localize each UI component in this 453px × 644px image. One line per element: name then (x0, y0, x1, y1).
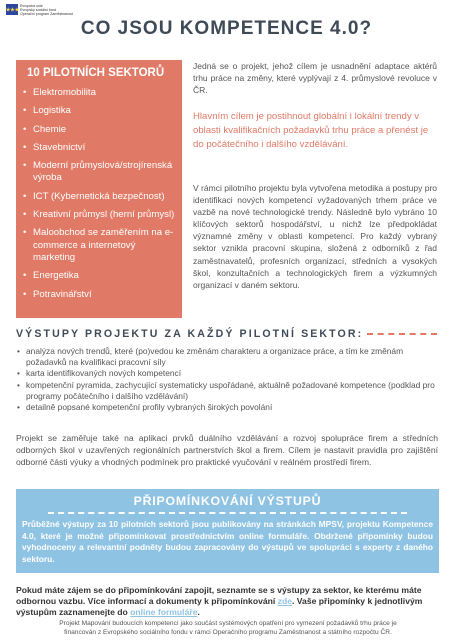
footer-line: financován z Evropského sociálního fondu v rámci Operačního programu Zaměstnanost a státního rozpočtu ČR. (64, 629, 392, 636)
eu-logo-line: Evropský sociální fond (20, 8, 56, 13)
eu-logo-text (20, 4, 73, 17)
outputs-title: VÝSTUPY PROJEKTU ZA KAŽDÝ PILOTNÍ SEKTOR: (16, 328, 364, 340)
online-form-link[interactable]: online formuláře (130, 606, 198, 617)
final-text: . (197, 606, 200, 617)
eu-logo-line: Evropská unie (20, 4, 43, 8)
sector-item: • Logistika (23, 105, 176, 117)
sectors-box (16, 60, 182, 318)
goal-paragraph: Hlavním cílem je postihnout globální i lokální trendy v oblasti kvalifikačních požadavků trhu práce a přenést je do počátečního i dalšího vzdělávání. (193, 111, 429, 150)
comment-title: PŘIPOMÍNKOVÁNÍ VÝSTUPŮ (48, 489, 407, 514)
eu-logo (6, 4, 73, 17)
sector-item: • Stavebnictví (23, 142, 176, 154)
eu-logo-line: Operační program Zaměstnanost (20, 12, 73, 17)
comment-body: Průběžné výstupy za 10 pilotních sektorů jsou publikovány na stránkách MPSV, projektu Kompetence 4.0, které je možné připomínkovat prostřednictvím online formuláře. Obdržené připomínky budou vyhodnoceny a relevantní podněty budou zapracovány do výstupů ve spolupráci s experty z daného sektoru. (22, 519, 433, 565)
dashed-divider (367, 333, 437, 335)
sector-item: • Moderní průmyslová/strojírenská výroba (23, 160, 176, 185)
sector-item: • ICT (Kybernetická bezpečnost) (23, 191, 176, 203)
outputs-heading (16, 328, 437, 340)
sector-item: • Kreativní průmysl (herní průmysl) (23, 209, 176, 221)
sector-item: • Elektromobilita (23, 87, 176, 99)
final-paragraph (16, 585, 440, 617)
pilot-paragraph: V rámci pilotního projektu byla vytvořena metodika a postupy pro identifikaci nových kompetencí vyžadovaných trhem práce ve vazbě na nové technologické trendy. Následně bylo vybráno 10 klíčových sektorů hospodářství, u nichž lze předpokládat významné změny v oblasti kompetencí. Pro každý vybraný sektor vznikla pracovní skupina, složená z odborníků z řad zaměstnavatelů, profesních organizací, středních a vysokých škol, konzultačních a technologických firem a výzkumných organizací v daném sektoru. (193, 183, 437, 290)
outputs-list (16, 346, 441, 413)
sector-item: • Chemie (23, 124, 176, 136)
output-item: • detailně popsané kompetenční profily vybraných širokých povolání (16, 402, 441, 413)
final-text: Pokud máte zájem se do připomínkování zapojit, seznamte se s výstupy za sektor, ke kterému máte odbornou vazbu. Více informací a dokumenty k připomínkování (16, 585, 422, 606)
dual-education-paragraph: Projekt se zaměřuje také na aplikaci prvků duálního vzdělávání a rozvoj spolupráce firem a středních odborných škol v uzavřených regionálních partnerstvích škol a firem. Cílem je nastavit pravidla pro zajištění odborné části výuky a vhodných podmínek pro praktické vyučování v reálném prostředí firem. (16, 433, 438, 468)
sector-item: • Potravinářství (23, 289, 176, 301)
output-item: • karta identifikovaných nových kompetencí (16, 368, 441, 379)
eu-flag-icon: ★★★ (6, 4, 18, 15)
output-item: • kompetenční pyramida, zachycující systematicky uspořádané, aktuálně požadované kompetence (podklad pro programy počátečního i dalšího vzdělávání) (16, 380, 441, 402)
intro-paragraph: Jedná se o projekt, jehož cílem je usnadnění adaptace aktérů trhu práce na změny, které vyplývají z 4. průmyslové revoluce v ČR. (193, 61, 437, 95)
here-link[interactable]: zde (277, 595, 293, 606)
comment-box (16, 489, 439, 573)
output-item: • analýza nových trendů, které (po)vedou ke změnám charakteru a organizace práce, a tím ke změnám požadavků na kvalifikaci pracovní síly (16, 346, 441, 368)
sector-list (16, 87, 182, 301)
final-text: . Vaše připomínky k jednotlivým výstupům zaznamenejte do (16, 595, 423, 617)
footer-line: Projekt Mapování budoucích kompetencí jako součást systémových opatření pro vymezení požadavků trhu práce je (59, 620, 397, 627)
footer (16, 619, 440, 637)
page-title: CO JSOU KOMPETENCE 4.0? (80, 18, 373, 39)
sector-item: • Energetika (23, 270, 176, 282)
sector-item: • Maloobchod se zaměřením na e-commerce a internetový marketing (23, 227, 176, 264)
sectors-title: 10 PILOTNÍCH SEKTORŮ (27, 67, 165, 79)
